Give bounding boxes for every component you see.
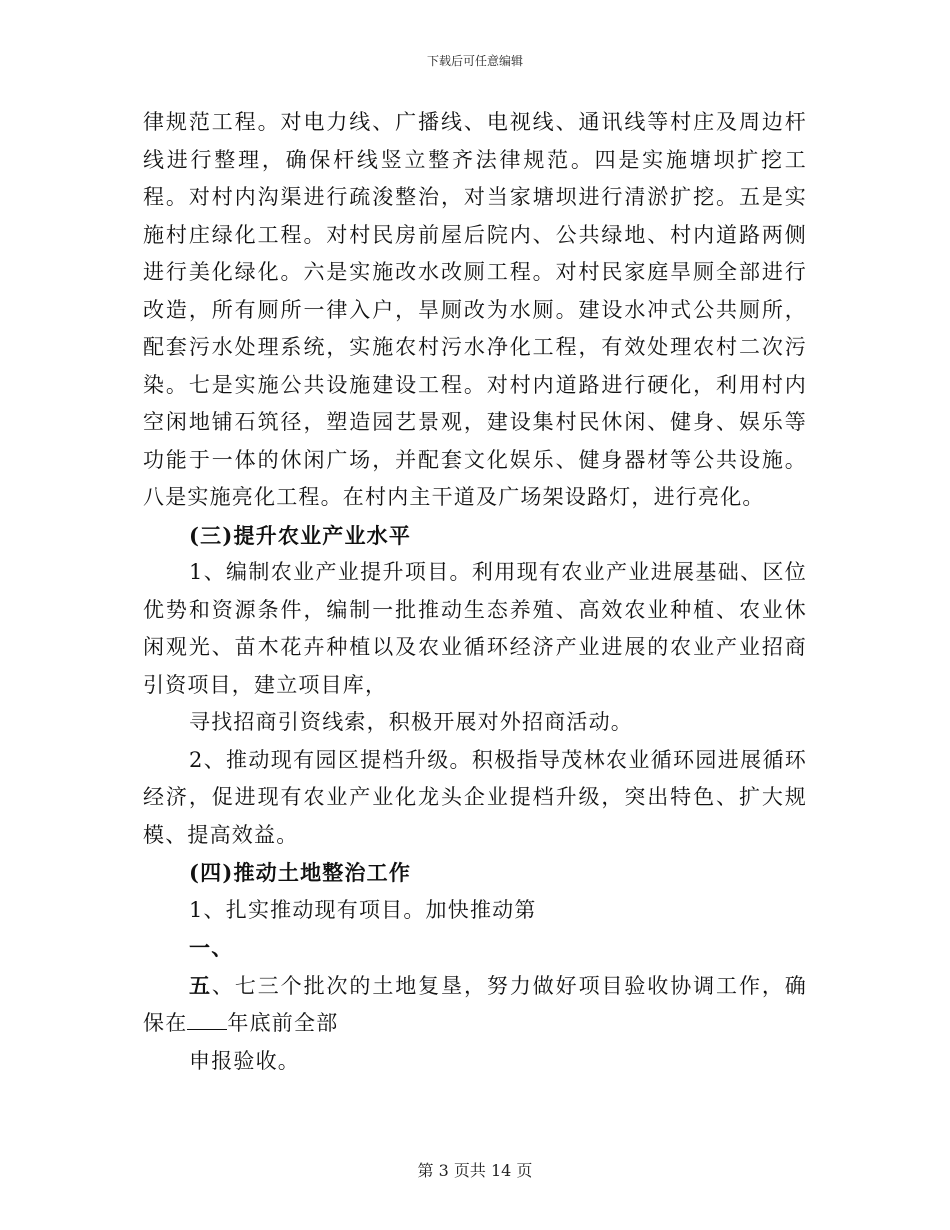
section-heading-3: (三)提升农业产业水平	[189, 522, 412, 548]
paragraph-land-project: 1、扎实推动现有项目。加快推动第	[189, 897, 537, 922]
paragraph-fragment-one: 一、	[189, 935, 234, 960]
blank-year-underline	[187, 1011, 227, 1030]
bold-number-five: 五	[189, 972, 212, 998]
paragraph-park-upgrade: 2、推动现有园区提档升级。积极指导茂林农业循环园进展循环经济，促进现有农业产业化龙头企业提档升级，突出特色、扩大规模、提高效益。	[143, 747, 807, 847]
paragraph-acceptance: 申报验收。	[189, 1048, 300, 1073]
paragraph-agri-project: 1、编制农业产业提升项目。利用现有农业产业进展基础、区位优势和资源条件，编制一批推动生态养殖、高效农业种植、农业休闲观光、苗木花卉种植以及农业循环经济产业进展的农业产业招商引资项目，建立项目库，	[143, 560, 807, 697]
document-body	[143, 104, 807, 1080]
page-number: 第 3 页共 14 页	[417, 1161, 533, 1180]
reclamation-text: 、七三个批次的土地复垦，努力做好项目验收协调工作，确保在	[143, 973, 807, 1035]
section-heading-4: (四)推动土地整治工作	[189, 860, 412, 885]
header-note: 下载后可任意编辑	[426, 54, 523, 68]
paragraph-project-list: 律规范工程。对电力线、广播线、电视线、通讯线等村庄及周边杆线进行整理，确保杆线竖立整齐法律规范。四是实施塘坝扩挖工程。对村内沟渠进行疏浚整治，对当家塘坝进行清淤扩挖。五是实施村庄绿化工程。对村民房前屋后院内、公共绿地、村内道路两侧进行美化绿化。六是实施改水改厕工程。对村民家庭旱厕全部进行改造，所有厕所一律入户，旱厕改为水厕。建设水冲式公共厕所，配套污水处理系统，实施农村污水净化工程，有效处理农村二次污染。七是实施公共设施建设工程。对村内道路进行硬化，利用村内空闲地铺石筑径，塑造园艺景观，建设集村民休闲、健身、娱乐等功能于一体的休闲广场，并配套文化娱乐、健身器材等公共设施。八是实施亮化工程。在村内主干道及广场架设路灯，进行亮化。	[143, 110, 807, 509]
paragraph-investment: 寻找招商引资线索，积极开展对外招商活动。	[189, 710, 633, 734]
paragraph-land-reclamation	[143, 967, 807, 1043]
reclamation-text-end: 年底前全部	[227, 1011, 339, 1035]
